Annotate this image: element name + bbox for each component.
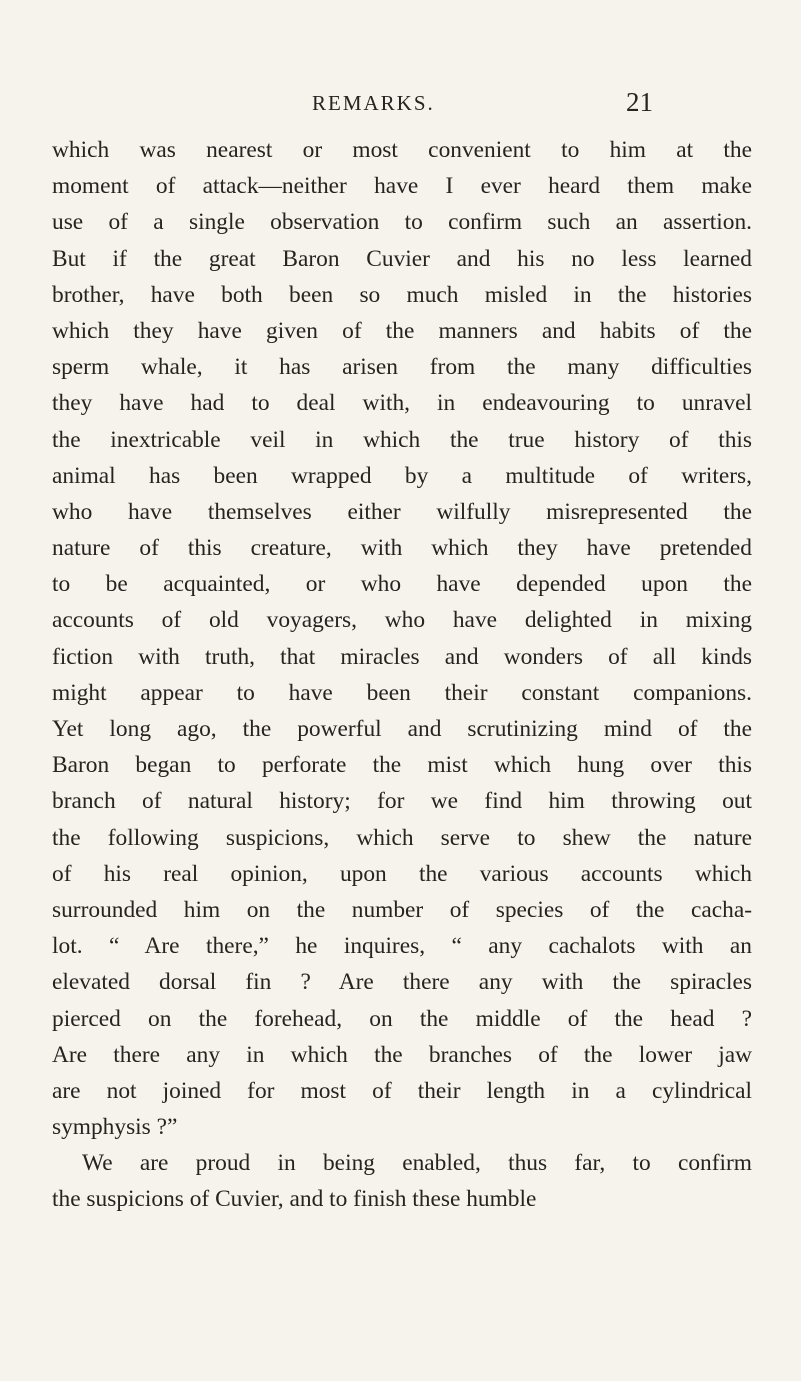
text-line: nature of this creature, with which they have pretended: [52, 535, 752, 562]
text-line: lot. “ Are there,” he inquires, “ any cachalots with an: [52, 933, 752, 960]
text-line: brother, have both been so much misled in the histories: [52, 281, 752, 308]
text-line: of his real opinion, upon the various accounts which: [52, 860, 752, 887]
text-line: use of a single observation to confirm such an assertion.: [52, 209, 752, 236]
text-line: branch of natural history; for we find him throwing out: [52, 788, 752, 815]
text-line: Yet long ago, the powerful and scrutinizing mind of the: [52, 716, 752, 742]
text-line: the suspicions of Cuvier, and to finish these humble: [52, 1186, 537, 1213]
text-line: moment of attack—neither have I ever heard them make: [52, 173, 752, 200]
text-line: animal has been wrapped by a multitude of writers,: [52, 462, 752, 489]
text-line: the inextricable veil in which the true history of this: [52, 426, 752, 453]
text-line: elevated dorsal fin ? Are there any with the spiracles: [52, 969, 752, 996]
text-line: Baron began to perforate the mist which hung over this: [52, 752, 752, 779]
text-line: fiction with truth, that miracles and wonders of all kinds: [52, 643, 752, 670]
text-line: surrounded him on the number of species of the cacha-: [52, 896, 752, 923]
text-line: But if the great Baron Cuvier and his no less learned: [52, 245, 752, 272]
text-line: they have had to deal with, in endeavouring to unravel: [52, 390, 752, 417]
text-line: the following suspicions, which serve to shew the nature: [52, 824, 752, 851]
text-line: which was nearest or most convenient to him at the: [52, 137, 752, 163]
text-line: might appear to have been their constant companions.: [52, 679, 752, 706]
text-line: accounts of old voyagers, who have delighted in mixing: [52, 607, 752, 634]
text-line: We are proud in being enabled, thus far, to confirm: [82, 1150, 752, 1177]
text-line: pierced on the forehead, on the middle of the head ?: [52, 1005, 752, 1032]
page-number: 21: [626, 87, 653, 117]
text-line: sperm whale, it has arisen from the many difficulties: [52, 354, 752, 381]
running-head: [0, 88, 801, 118]
text-line: to be acquainted, or who have depended upon the: [52, 571, 752, 598]
text-line: who have themselves either wilfully misrepresented the: [52, 498, 752, 525]
text-line: symphysis ?”: [52, 1114, 178, 1141]
text-line: which they have given of the manners and habits of the: [52, 317, 752, 344]
text-line: Are there any in which the branches of the lower jaw: [52, 1041, 752, 1068]
running-title: REMARKS.: [312, 91, 435, 115]
text-line: are not joined for most of their length in a cylindrical: [52, 1077, 752, 1104]
body-text: [52, 132, 752, 1218]
